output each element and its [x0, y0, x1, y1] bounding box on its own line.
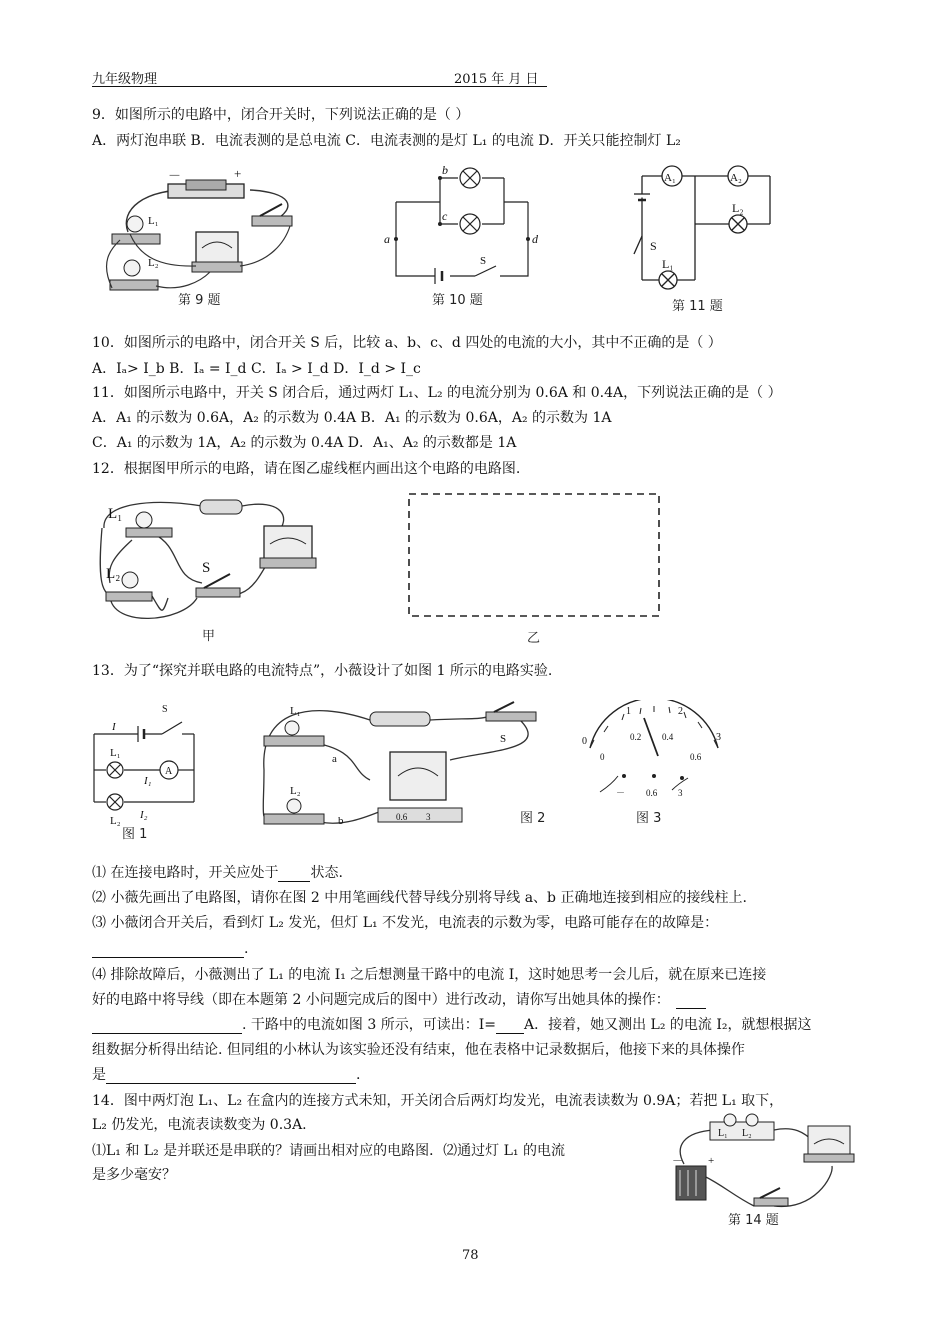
header-date: 2015 年 月 日	[454, 72, 539, 87]
fig10-point-c: c	[442, 209, 448, 223]
q13-part4-line5: 是 .	[92, 1067, 361, 1083]
fig13-2-terminal-3: 3	[426, 812, 431, 822]
q14-subquestions-2: 是多少毫安？	[92, 1167, 176, 1183]
fig9-minus-label: －	[168, 168, 182, 183]
fig14-minus-label: －	[672, 1155, 683, 1167]
q13-part4-line4: 组数据分析得出结论. 但同组的小林认为该实验还没有结束，他在表格中记录数据后，他接下来的具体操作	[92, 1042, 745, 1058]
figure-13-2-circuit-photo	[250, 690, 550, 840]
fig11-switch-label: S	[650, 239, 657, 253]
figure-14-circuit-photo	[664, 1106, 864, 1234]
q13-part4-line3: . 干路中的电流如图 3 所示，可读出：I= A．接着，她又测出 L₂ 的电流 I₂，就想根据这	[92, 1016, 811, 1034]
fig13-3-caption: 图 3	[636, 811, 662, 826]
fig10-caption: 第 10 题	[432, 293, 483, 308]
figure-9-circuit-photo	[100, 162, 310, 312]
dial-bottom-0: 0	[600, 752, 605, 762]
fig9-caption: 第 9 题	[178, 293, 221, 308]
figure-13-1-circuit-diagram	[82, 690, 202, 840]
q13-part1-blank[interactable]	[278, 867, 310, 882]
dial-top-2: 2	[678, 706, 683, 717]
fig11-l1-label: L₁	[662, 257, 674, 271]
figure-12-jia-circuit-photo	[92, 488, 332, 646]
q13-part4-line2: 好的电路中将导线（即在本题第 2 小问题完成后的图中）进行改动，请你写出她具体的操作：	[92, 991, 706, 1009]
q11-stem: 11．如图所示电路中，开关 S 闭合后，通过两灯 L₁、L₂ 的电流分别为 0.6A 和 0.4A，下列说法正确的是（ ）	[92, 385, 782, 401]
q13-part1: ⑴ 在连接电路时，开关应处于 状态.	[92, 865, 343, 881]
q13-part4-blank-2[interactable]	[92, 1019, 242, 1034]
figure-10-circuit-diagram	[380, 162, 550, 310]
q13-part2: ⑵ 小薇先画出了电路图，请你在图 2 中用笔画线代替导线分别将导线 a、b 正确地连接到相应的接线柱上.	[92, 890, 747, 906]
dial-terminal-minus: －	[616, 788, 626, 798]
fig9-l1-label: L₁	[148, 215, 159, 227]
q13-part4-blank-3[interactable]	[106, 1069, 356, 1084]
fig10-point-d: d	[532, 232, 538, 246]
fig14-plus-label: +	[708, 1155, 715, 1167]
fig12-l2-label: L₂	[106, 566, 121, 582]
fig13-2-terminal-06: 0.6	[396, 812, 408, 822]
fig11-l2-label: L₂	[732, 201, 744, 215]
fig13-2-switch-label: S	[500, 733, 507, 745]
q9-options: A．两灯泡串联 B．电流表测的是总电流 C．电流表测的是灯 L₁ 的电流 D．开关只能控制灯 L₂	[92, 133, 681, 149]
dial-bottom-06: 0.6	[690, 752, 702, 762]
fig12-yi-caption: 乙	[527, 631, 541, 646]
fig13-2-caption: 图 2	[520, 811, 546, 826]
figure-13-3-ammeter-dial	[578, 700, 728, 830]
fig10-switch-label: S	[480, 255, 487, 267]
q13-part3-answer: .	[92, 940, 248, 958]
figure-11-circuit-diagram	[620, 158, 780, 316]
dial-terminal-3: 3	[678, 788, 683, 798]
header-subject: 九年级物理	[92, 72, 158, 87]
fig13-1-l2-label: L₂	[110, 815, 121, 827]
fig13-1-current-i2: I₂	[140, 809, 148, 821]
q10-options: A．Iₐ> I_b B．Iₐ = I_d C．Iₐ > I_d D．I_d > I_c	[92, 361, 421, 377]
q13-part3-blank[interactable]	[92, 943, 244, 958]
fig10-point-b: b	[442, 163, 448, 177]
q9-stem: 9．如图所示的电路中，闭合开关时，下列说法正确的是（ ）	[92, 107, 470, 123]
page-header	[92, 68, 547, 87]
page-number: 78	[462, 1248, 479, 1263]
q14-stem-line2: L₂ 仍发光，电流表读数变为 0.3A.	[92, 1117, 307, 1133]
q13-stem: 13．为了“探究并联电路的电流特点”，小薇设计了如图 1 所示的电路实验.	[92, 663, 553, 679]
fig14-l2-label: L₂	[742, 1128, 752, 1139]
fig11-ammeter-a2: A₂	[730, 172, 742, 184]
fig13-1-ammeter-label: A	[165, 766, 173, 777]
fig13-2-wire-a: a	[332, 753, 337, 765]
q13-part4-blank-i[interactable]	[496, 1019, 524, 1034]
fig9-l2-label: L₂	[148, 257, 159, 269]
dial-top-3: 3	[716, 732, 721, 743]
figure-12-yi-drawing-area[interactable]	[405, 488, 665, 648]
fig13-1-l1-label: L₁	[110, 747, 121, 759]
q10-stem: 10．如图所示的电路中，闭合开关 S 后，比较 a、b、c、d 四处的电流的大小，其中不正确的是（ ）	[92, 335, 722, 351]
fig13-2-l1-label: L₁	[290, 705, 301, 717]
q14-subquestions: ⑴L₁ 和 L₂ 是并联还是串联的？请画出相对应的电路图．⑵通过灯 L₁ 的电流	[92, 1143, 565, 1159]
dial-top-1: 1	[626, 706, 631, 717]
q11-options-cd: C．A₁ 的示数为 1A，A₂ 的示数为 0.4A D．A₁、A₂ 的示数都是 1A	[92, 435, 517, 451]
q12-stem: 12．根据图甲所示的电路，请在图乙虚线框内画出这个电路的电路图.	[92, 461, 521, 477]
fig12-l1-label: L₁	[108, 506, 123, 522]
fig13-1-switch-label: S	[162, 704, 168, 715]
dial-bottom-04: 0.4	[662, 732, 674, 742]
q14-stem-line1: 14．图中两灯泡 L₁、L₂ 在盒内的连接方式未知，开关闭合后两灯均发光，电流表读数为 0.9A；若把 L₁ 取下，	[92, 1093, 784, 1109]
fig11-ammeter-a1: A₁	[664, 172, 676, 184]
fig11-caption: 第 11 题	[672, 299, 723, 314]
q13-part4-line1: ⑷ 排除故障后，小薇测出了 L₁ 的电流 I₁ 之后想测量干路中的电流 I，这时她思考一会儿后，就在原来已连接	[92, 967, 767, 983]
fig12-jia-caption: 甲	[202, 629, 216, 644]
fig12-switch-label: S	[202, 560, 211, 576]
fig10-point-a: a	[384, 232, 390, 246]
dial-bottom-02: 0.2	[630, 732, 642, 742]
fig14-caption: 第 14 题	[728, 1213, 779, 1228]
fig13-2-wire-b: b	[338, 815, 344, 827]
fig13-1-current-i: I	[112, 721, 116, 733]
fig13-1-caption: 图 1	[122, 827, 148, 840]
fig13-1-current-i1: I₁	[144, 775, 152, 787]
q13-part3: ⑶ 小薇闭合开关后，看到灯 L₂ 发光，但灯 L₁ 不发光，电流表的示数为零，电路可能存在的故障是：	[92, 915, 719, 931]
dial-terminal-06: 0.6	[646, 788, 658, 798]
q11-options-ab: A．A₁ 的示数为 0.6A，A₂ 的示数为 0.4A B．A₁ 的示数为 0.6A，A₂ 的示数为 1A	[92, 410, 612, 426]
fig9-plus-label: +	[234, 166, 242, 181]
fig14-l1-label: L₁	[718, 1128, 728, 1139]
dial-top-0: 0	[582, 736, 587, 747]
q13-part4-blank-1[interactable]	[676, 994, 706, 1009]
fig13-2-l2-label: L₂	[290, 785, 301, 797]
